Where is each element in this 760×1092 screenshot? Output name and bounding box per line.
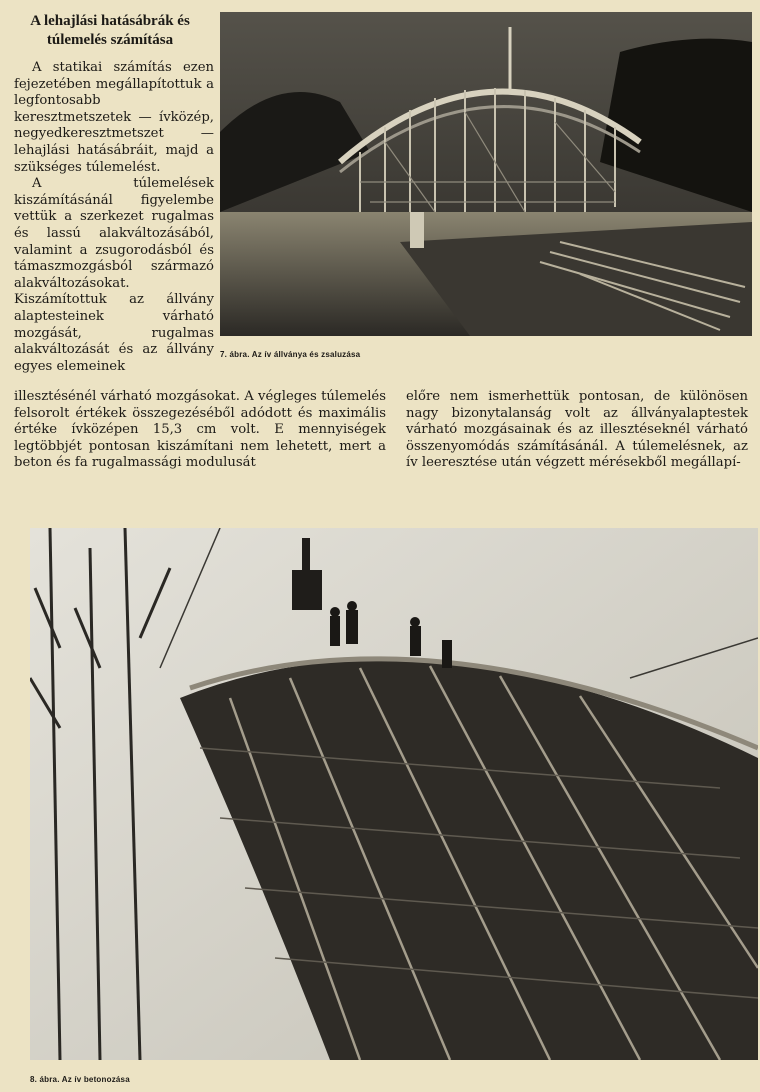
bottom-paragraph-right: előre nem ismerhettük pontosan, de különösen nagy bizonytalanság volt az állványalaptestek várható mozgásainak és az illesztéseknél várható összenyomódás számításánál. A túlemelésnek, az ív leeresztése után végzett mérésekből megállapí- xyxy=(406,389,748,471)
section-title xyxy=(10,12,210,50)
bottom-text-right xyxy=(406,389,748,472)
bottom-text-left xyxy=(14,389,386,472)
bottom-paragraph-left: illesztésénél várható mozgásokat. A végleges túlemelés felsorolt értékek összegezéséből adódott és maximális értéke ívközépen 15,3 cm volt. E mennyiségek legtöbbjét pontosan kiszámítani nem lehetett, mert a beton és fa rugalmassági modulusát xyxy=(14,389,386,471)
figure-8-photo xyxy=(30,528,758,1060)
paragraph-2: A túlemelések kiszámításánál figyelembe vettük a szerkezet rugalmas és lassú alakváltozásából, valamint a zsugorodásból és támaszmozgásból származó alakváltozásokat. Kiszámítottuk az állvány alaptesteinek várható mozgását, rugalmas alakváltozását és az állvány egyes elemeinek xyxy=(14,176,214,374)
section-title-line1: A lehajlási hatásábrák és xyxy=(30,13,190,29)
paragraph-1: A statikai számítás ezen fejezetében megállapítottuk a legfontosabb keresztmetszetek — ívközép, negyedkeresztmetszet — lehajlási hatásábráit, majd a szükséges túlemelést. xyxy=(14,60,214,175)
figure-8-caption: 8. ábra. Az ív betonozása xyxy=(30,1075,130,1084)
left-text-column xyxy=(14,60,214,375)
figure-7-photo xyxy=(220,12,752,336)
figure-7-caption: 7. ábra. Az ív állványa és zsaluzása xyxy=(220,350,361,359)
arch-concreting-illustration xyxy=(30,528,758,1060)
section-title-line2: túlemelés számítása xyxy=(46,32,174,48)
arch-scaffold-illustration xyxy=(220,12,752,336)
